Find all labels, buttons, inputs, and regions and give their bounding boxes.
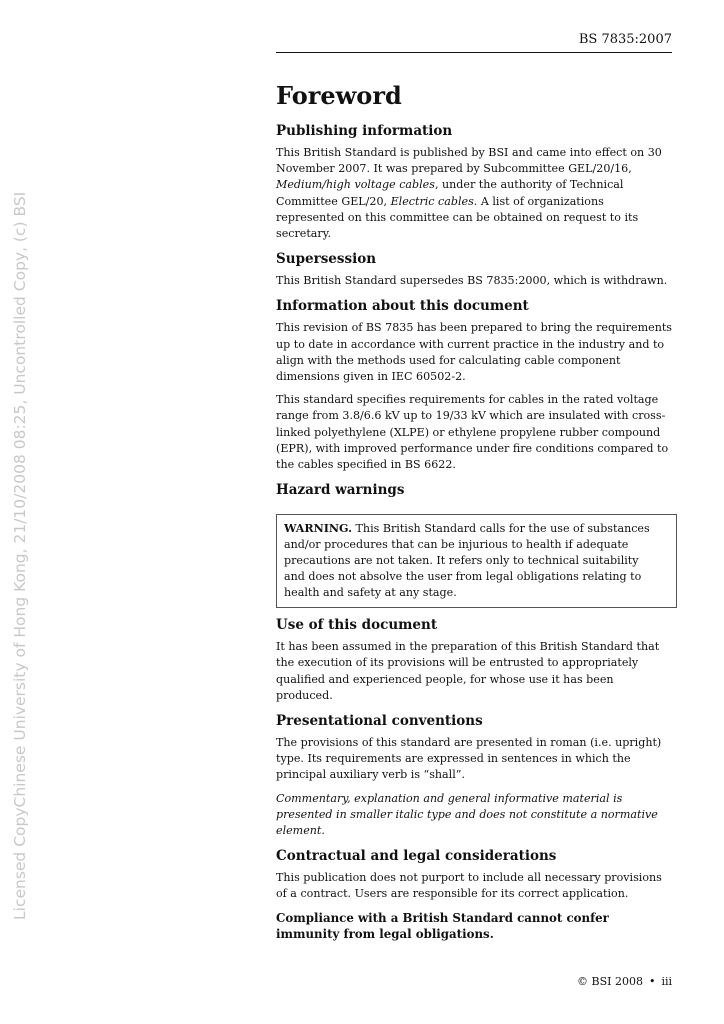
page-number: iii: [661, 975, 672, 988]
page-footer: [500, 975, 672, 988]
hazard-heading: Hazard warnings: [276, 482, 405, 499]
committee-name: Electric cables: [390, 194, 474, 208]
subcommittee-name: Medium/high voltage cables: [276, 178, 435, 192]
presentational-heading: Presentational conventions: [276, 713, 483, 730]
presentational-paragraph-1: The provisions of this standard are presented in roman (i.e. upright) type. Its requirements are expressed in sentences in which the principal auxiliary verb is “shall”.: [276, 736, 662, 782]
information-heading: Information about this document: [276, 298, 529, 315]
publishing-text-c: . A list of organizations represented on this committee can be obtained on request to its secretary.: [276, 194, 639, 241]
publishing-text-b: , under the authority of Technical Committee GEL/20,: [276, 178, 624, 208]
license-watermark: Licensed CopyChinese University of Hong Kong, 21/10/2008 08:25, Uncontrolled Copy, (c) BSI: [11, 191, 29, 920]
contractual-paragraph-2: Compliance with a British Standard cannot confer immunity from legal obligations.: [276, 910, 609, 941]
contractual-heading: Contractual and legal considerations: [276, 848, 557, 865]
contractual-paragraph-1: This publication does not purport to include all necessary provisions of a contract. Users are responsible for its correct application.: [276, 871, 662, 901]
publishing-paragraph: [276, 145, 672, 242]
footer-separator: •: [648, 975, 656, 988]
publishing-heading: Publishing information: [276, 123, 453, 139]
warning-text: This British Standard calls for the use of substances and/or procedures that can be injurious to health if adequate precautions are not taken. It refers only to technical suitability and does not absolve the user from legal obligations relating to health and safety at any stage.: [284, 522, 650, 600]
warning-box: [276, 514, 677, 608]
use-paragraph: It has been assumed in the preparation of this British Standard that the execution of its provisions will be entrusted to appropriately qualified and experienced people, for whose use it has been produced.: [276, 640, 660, 702]
supersession-paragraph: This British Standard supersedes BS 7835:2000, which is withdrawn.: [276, 274, 668, 288]
header-rule: [276, 52, 672, 53]
presentational-paragraph-2: Commentary, explanation and general informative material is presented in smaller italic type and does not constitute a normative element.: [276, 791, 658, 838]
foreword-content: [276, 80, 672, 949]
standard-code: BS 7835:2007: [578, 32, 672, 47]
page-title: Foreword: [276, 81, 402, 110]
supersession-heading: Supersession: [276, 251, 377, 268]
information-paragraph-1: This revision of BS 7835 has been prepared to bring the requirements up to date in accordance with current practice in the industry and to align with the methods used for calculating cable component dimensions given in IEC 60502-2.: [276, 321, 672, 384]
information-paragraph-2: This standard specifies requirements for cables in the rated voltage range from 3.8/6.6 kV up to 19/33 kV which are insulated with cross-linked polyethylene (XLPE) or ethylene propylene rubber compound (EPR), with improved performance under fire conditions compared to the cables specified in BS 6622.: [276, 393, 669, 472]
publishing-text-a: This British Standard is published by BSI and came into effect on 30 November 2007. It was prepared by Subcommittee GEL/20/16,: [276, 146, 662, 176]
use-heading: Use of this document: [276, 617, 438, 634]
warning-label: WARNING.: [284, 522, 352, 536]
copyright-notice: © BSI 2008: [576, 975, 643, 988]
